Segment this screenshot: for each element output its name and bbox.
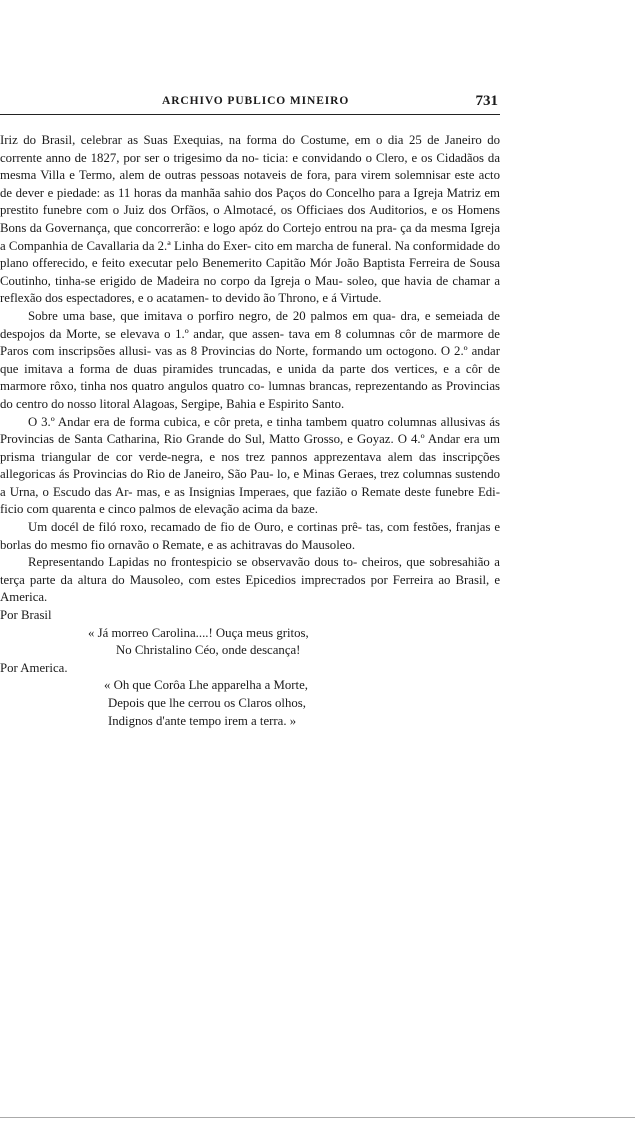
text-line: dia 25 de Janeiro do corrente anno de 1827, por ser o trigesimo da no- [0, 133, 501, 165]
text-line: feito executar pelo Benemerito Capitão Mór João Baptista Ferreira de [101, 256, 466, 271]
text-line: ça da mesma Igreja a Companhia de Cavallaria da 2.ª Linha do Exer- [0, 220, 501, 253]
text-line: Alagoas, Sergipe, Bahia e Espirito Santo. [132, 396, 345, 411]
paragraph [0, 554, 500, 607]
header-rule [0, 114, 500, 115]
text-line: dra, e semeiada de despojos da Morte, se elevava o 1.º andar, que assen- [0, 308, 500, 341]
text-line: Um docél de filó roxo, recamado de fio de Ouro, e cortinas prê- [28, 520, 363, 535]
text-line: mas, e as Insignias Imperaes, que fazião o Remate deste funebre Edi- [136, 484, 500, 499]
text-line: Representando Lapidas no frontespicio se observavão dous to- [28, 555, 358, 570]
page-header [0, 93, 500, 113]
text-line: soleo, que havia de chamar a reflexão dos espectadores, e o acatamen- [0, 273, 501, 306]
text-line: triangular de cor verde-negra, e nos trez pannos apprezentava alem [41, 449, 413, 464]
text-line: Grande do Sul, Matto Grosso, e Goyaz. O 4.º Andar era um prisma [0, 432, 500, 464]
text-line: tas, com festões, franjas e borlas do mesmo fio ornavão o Remate, e [0, 520, 500, 552]
text-line: Sobre uma base, que imitava o porfiro negro, de 20 palmos em qua- [28, 308, 396, 323]
verse-line: Depois que lhe cerrou os Claros olhos, [108, 696, 306, 710]
text-line: alem de outras pessoas notaveis de fora, para virem solemnisar este [119, 168, 475, 183]
text-line: das inscripções allegoricas ás Provincias do Rio de Janeiro, São Pau- [0, 449, 501, 482]
verse-line: No Christalino Céo, onde descança! [116, 643, 301, 658]
verse-label: Por Brasil [0, 608, 52, 623]
text-line: tava em 8 columnas côr de marmore de Paros com inscripsões allusi- [0, 326, 500, 359]
paragraph [0, 519, 500, 554]
text-line: quatro columnas allusivas ás Provincias de Santa Catharina, Rio [0, 414, 500, 447]
text-line: lo, e Minas Geraes, trez columnas sustendo a Urna, o Escudo das Ar- [0, 467, 500, 499]
verse-line: « Já morreo Carolina....! Ouça meus gritos, [88, 625, 309, 640]
verse-line: Indignos d'ante tempo irem a terra. » [108, 713, 297, 728]
verse-line: « Oh que Corôa Lhe apparelha a Morte, [104, 678, 308, 693]
paragraph [0, 132, 500, 308]
bottom-edge-rule [0, 1117, 635, 1118]
paragraph [0, 308, 500, 414]
text-line: cheiros, que sobresahião a terça parte da altura do Mausoleo, com [0, 555, 500, 587]
text-line: Iriz do Brasil, celebrar as Suas Exequias, na forma do Costume, em o [0, 133, 383, 147]
paragraph [0, 414, 500, 520]
text-line: estes Epicedios impreстados por Ferreira ao Brasil, e America. [0, 572, 500, 605]
body-text [0, 132, 500, 730]
text-line: imitava a forma de duas piramides truncadas, e unida da parte dos [24, 361, 389, 376]
text-line: Orfãos, o Almotacé, os Officiaes dos Auditorios, e os Homens Bons da [0, 203, 501, 235]
page-number: 731 [475, 93, 498, 109]
text-line: O 3.º Andar era de forma cubica, e côr preta, e tinha tambem [28, 414, 348, 429]
text-line: Sousa Coutinho, tinha-se erigido de Madeira no corpo da Igreja o Mau- [0, 256, 501, 288]
text-line: Concelho para a Igreja Matriz em prestito funebre com o Juiz dos [0, 185, 500, 218]
text-line: vertices, e a côr de marmore rôxo, tinha nos quatro angulos quatro co- [0, 361, 500, 394]
text-line: to devido ão Throno, e á Virtude. [212, 291, 382, 306]
text-line: acto de dever e piedade: as 11 horas da manhãa sahio dos Paços do [0, 168, 500, 200]
verse-label: Por America. [0, 660, 68, 675]
text-line: cito em marcha de funeral. Na conformidade do plano offerecido, e [0, 238, 500, 271]
text-line: Governança, que concorrerão: e logo apóz do Cortejo entrou na pra- [45, 220, 397, 235]
text-line: as achitravas do Mausoleo. [216, 537, 356, 552]
text-line: ficio com quarenta e cinco palmos de elevação acima da baze. [0, 502, 318, 517]
text-line: vas as 8 Provincias do Norte, formando um octogono. O 2.º andar que [0, 344, 500, 376]
running-head: ARCHIVO PUBLICO MINEIRO [162, 95, 350, 107]
text-line: lumnas brancas, reprezentando as Provincias do centro do nosso litoral [0, 379, 500, 411]
text-line: ticia: e convidando o Clero, e os Cidadãos da mesma Villa e Termo, [0, 150, 500, 183]
